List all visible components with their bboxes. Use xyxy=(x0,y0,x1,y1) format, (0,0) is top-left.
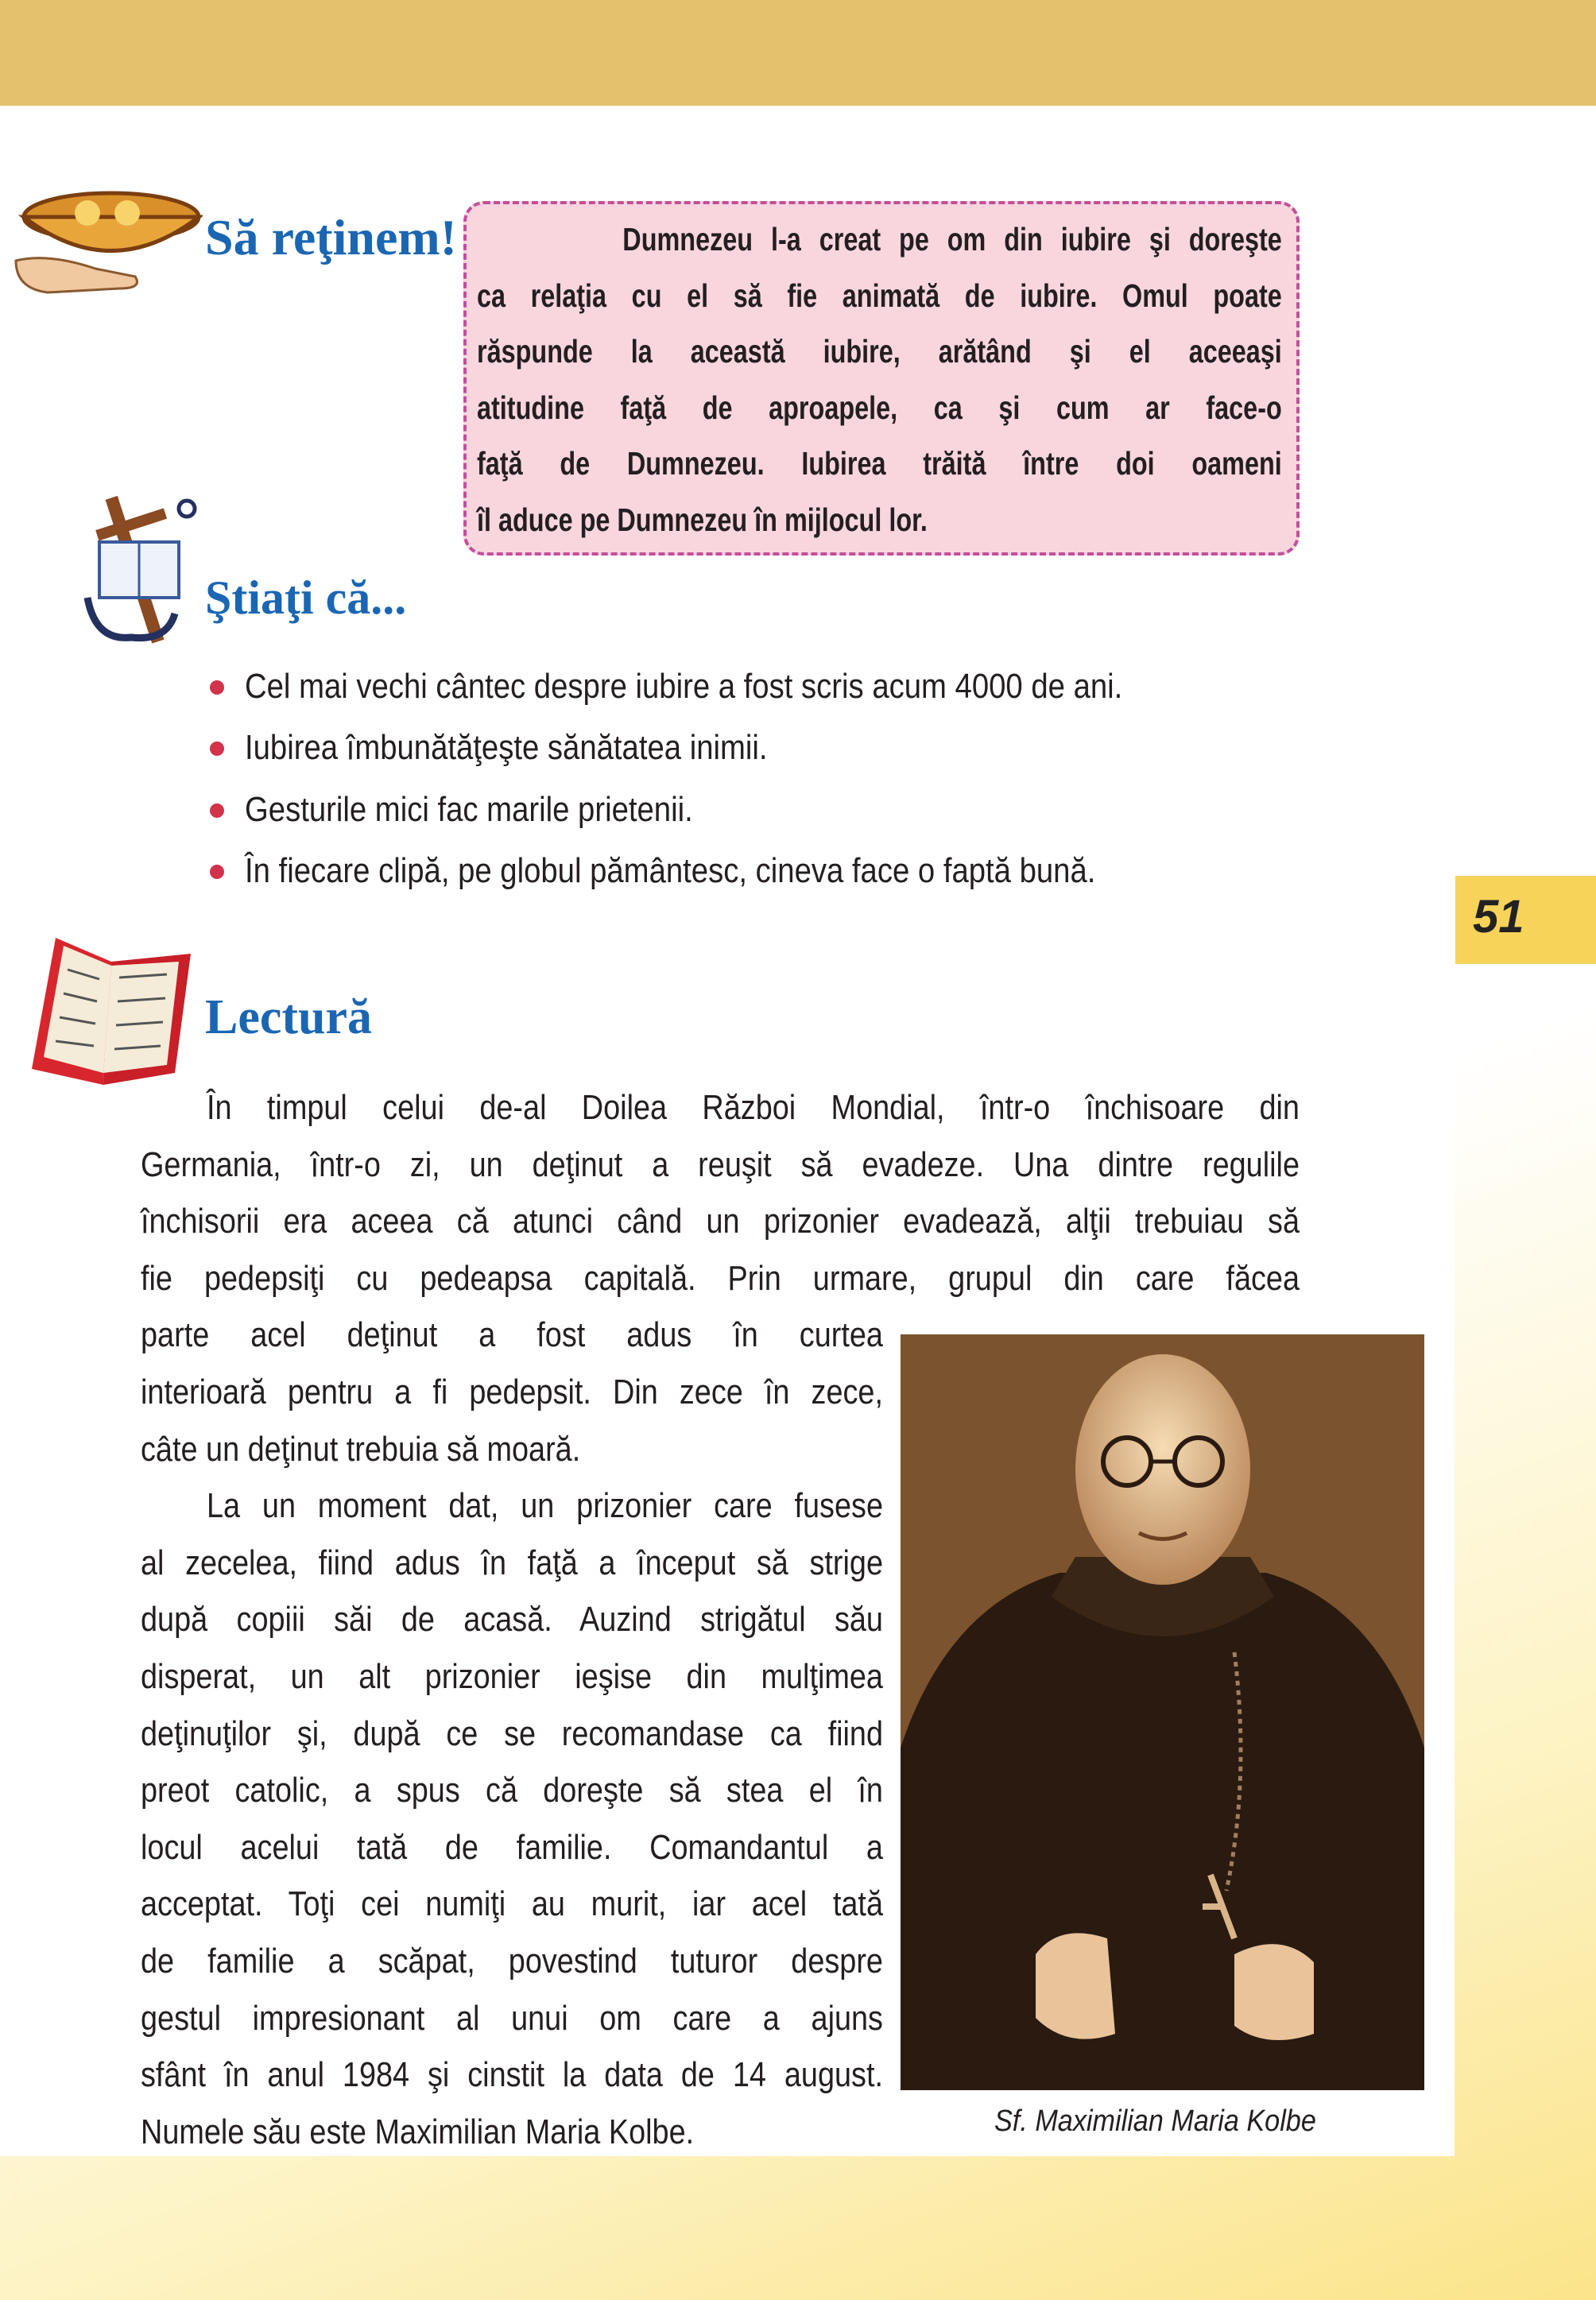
fact-text: În fiecare clipă, pe globul pământesc, cineva face o faptă bună. xyxy=(245,850,1096,890)
reading-line: Germania, într-o zi, un deţinut a reuşit să evadeze. Una dintre regulile xyxy=(141,1144,1300,1184)
reading-line: interioară pentru a fi pedepsit. Din zece în zece, xyxy=(141,1372,883,1411)
open-book-icon xyxy=(24,922,195,1093)
fact-text: Iubirea îmbunătăţeşte sănătatea inimii. xyxy=(245,728,768,768)
reading-line: preot catolic, a spus că doreşte să stea el în xyxy=(141,1771,883,1810)
reading-line: parte acel deţinut a fost adus în curtea xyxy=(141,1315,883,1355)
reading-line: La un moment dat, un prizonier care fusese xyxy=(207,1486,883,1526)
portrait-photo xyxy=(901,1334,1424,2090)
section-title-lectura: Lectură xyxy=(205,990,373,1044)
reading-line: gestul impresionant al unui om care a ajuns xyxy=(141,1998,883,2038)
reading-line: fie pedepsiţi cu pedeapsa capitală. Prin urmare, grupul din care făcea xyxy=(141,1258,1300,1298)
bullet-icon xyxy=(210,865,224,879)
summary-line: atitudine faţă de aproapele, ca şi cum ar face-o xyxy=(477,389,1282,426)
bullet-icon xyxy=(210,680,224,695)
reading-line: locul acelui tată de familie. Comandantul a xyxy=(141,1827,883,1867)
page-number-tab xyxy=(1455,876,1596,964)
cross-anchor-book-icon xyxy=(72,486,207,649)
reading-line: disperat, un alt prizonier ieşise din mulţimea xyxy=(141,1656,883,1696)
reading-line: după copiii săi de acasă. Auzind strigătul său xyxy=(141,1600,883,1640)
summary-line: faţă de Dumnezeu. Iubirea trăită între doi oameni xyxy=(477,445,1282,482)
summary-line: Dumnezeu l-a creat pe om din iubire şi doreşte xyxy=(477,221,1282,257)
summary-line: îl aduce pe Dumnezeu în mijlocul lor. xyxy=(477,501,928,538)
reading-line: al zecelea, fiind adus în faţă a început să strige xyxy=(141,1543,883,1582)
reading-line: Numele său este Maximilian Maria Kolbe. xyxy=(141,2112,695,2151)
reading-line: închisorii era aceea că atunci când un prizonier evadează, alţii trebuiau să xyxy=(141,1202,1300,1241)
summary-line: ca relaţia cu el să fie animată de iubire. Omul poate xyxy=(477,277,1282,314)
photo-caption: Sf. Maximilian Maria Kolbe xyxy=(994,2104,1316,2138)
summary-text xyxy=(477,211,1282,548)
section-title-retinem: Să reţinem! xyxy=(205,209,457,265)
reading-line: deţinuţilor şi, după ce se recomandase ca fiind xyxy=(141,1713,883,1753)
offering-bowl-icon xyxy=(0,181,203,300)
fact-text: Cel mai vechi cântec despre iubire a fost scris acum 4000 de ani. xyxy=(245,667,1123,706)
page-number: 51 xyxy=(1473,891,1524,943)
section-title-stiati: Ştiaţi că... xyxy=(205,571,407,624)
top-banner xyxy=(0,0,1596,106)
reading-line: acceptat. Toţi cei numiţi au murit, iar acel tată xyxy=(141,1884,883,1924)
reading-line: În timpul celui de-al Doilea Război Mondial, într-o închisoare din xyxy=(207,1088,1300,1127)
fact-text: Gesturile mici fac marile prietenii. xyxy=(245,789,693,829)
reading-line: câte un deţinut trebuia să moară. xyxy=(141,1429,581,1469)
reading-line: sfânt în anul 1984 şi cinstit la data de 14 august. xyxy=(141,2055,883,2095)
bullet-icon xyxy=(210,803,224,818)
reading-line: de familie a scăpat, povestind tuturor despre xyxy=(141,1941,883,1981)
summary-line: răspunde la această iubire, arătând şi el aceeaşi xyxy=(477,333,1282,370)
